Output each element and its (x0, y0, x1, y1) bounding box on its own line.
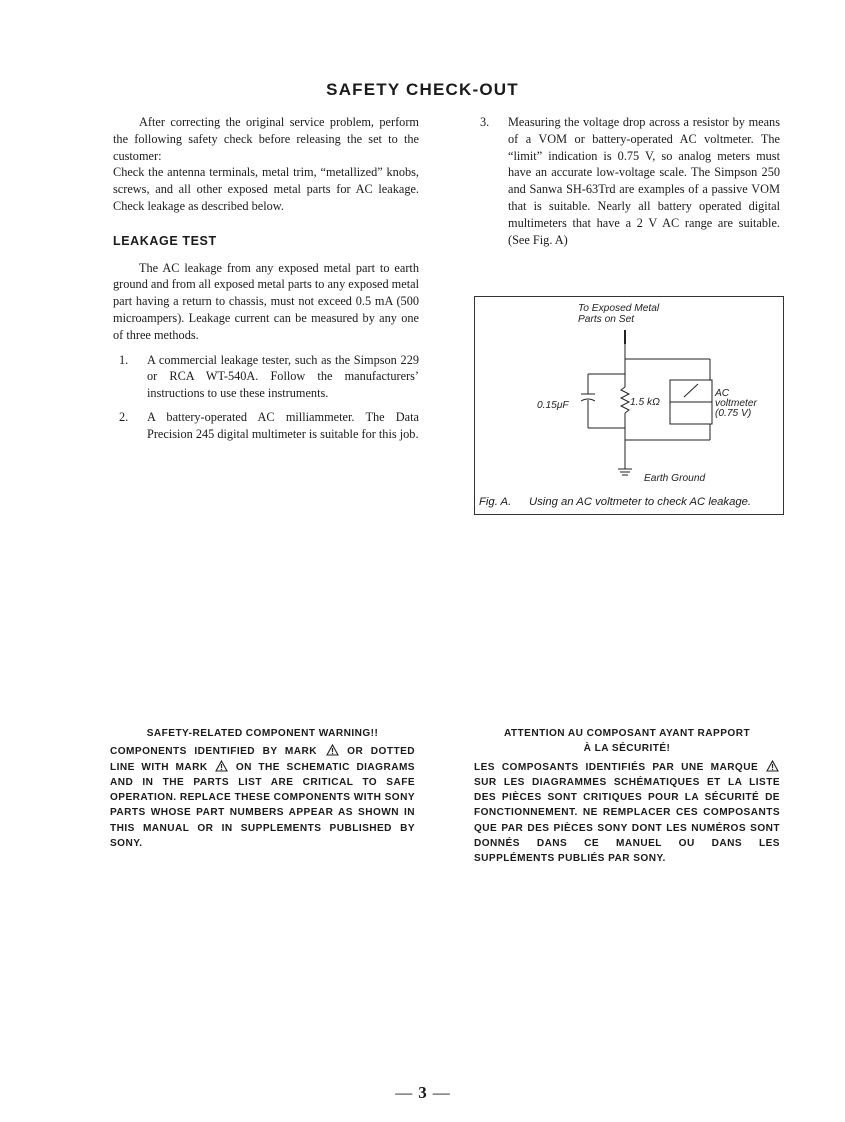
voltmeter-label-2: voltmeter (715, 398, 757, 409)
figure-label-top-1: To Exposed Metal (578, 303, 660, 314)
warning-body (110, 744, 415, 851)
resistor-label: 1.5 kΩ (630, 397, 660, 408)
page-dash-left: — (395, 1083, 413, 1102)
list-item (113, 409, 419, 443)
page-dash-right: — (432, 1083, 450, 1102)
warning-title-line-1: ATTENTION AU COMPOSANT AYANT RAPPORT (503, 728, 751, 739)
safety-warning-french (474, 726, 780, 867)
figure-caption (479, 496, 751, 508)
figure-caption-text: Using an AC voltmeter to check AC leakage. (529, 496, 752, 508)
earth-ground-label: Earth Ground (644, 473, 706, 484)
list-item-text: A battery-operated AC milliammeter. The Data Precision 245 digital multimeter is suitable for this job. (147, 409, 419, 441)
leakage-paragraph: The AC leakage from any exposed metal part to earth ground and from all exposed metal parts to any exposed metal part having a return to chassis, must not exceed 0.5 mA (500 microampers). Leakage current can be measured by any one of three methods. (113, 260, 419, 342)
list-item-text: Measuring the voltage drop across a resistor by means of a VOM or battery-operated AC voltmeter. The “limit” indication is 0.75 V, so analog meters must have an accurate low-voltage scale. The Simpson 250 and Sanwa SH-63Trd are examples of a passive VOM that is suitable. Nearly all battery operated digital multimeters that have a 2 V AC range are suitable. (See Fig. A) (508, 115, 780, 247)
right-column (480, 114, 780, 255)
warning-title-line-2: À LA SÉCURITÉ! (583, 743, 671, 755)
left-column (113, 114, 419, 450)
figure-a (474, 296, 784, 515)
intro-paragraph: After correcting the original service problem, perform the following safety check before releasing the set to the customer: (113, 115, 419, 163)
warning-text: SUR LES DIAGRAMMES SCHÉMATIQUES ET LA LISTE DES PIÈCES SONT CRITIQUES POUR LA SÉCURITÉ DE FONCTIONNEMENT. NE REMPLACER CES COMPOSANTS QUE PAR DES PIÈCES SONY DONT LES NUMÉROS SONT DONNÉS DANS CE MANUEL OU DANS LES SUPPLÉMENTS PUBLIÉS PAR SONY. (474, 776, 780, 865)
intro-check-paragraph: Check the antenna terminals, metal trim, “metallized” knobs, screws, and all other exposed metal parts for AC leakage. Check leakage as described below. (113, 165, 419, 213)
figure-label-top-2: Parts on Set (578, 314, 635, 325)
warning-title: SAFETY-RELATED COMPONENT WARNING!! (146, 728, 379, 739)
list-item (113, 352, 419, 402)
page-number-value: 3 (418, 1083, 427, 1102)
voltmeter-label-3: (0.75 V) (715, 408, 752, 419)
page-number (0, 1083, 845, 1103)
safety-warning-english (110, 726, 415, 851)
circuit-diagram (475, 297, 783, 514)
capacitor-label: 0.15μF (537, 400, 569, 411)
warning-text: OR DOTTED LINE WITH MARK (110, 746, 415, 773)
list-item (480, 114, 780, 248)
list-item-text: A commercial leakage tester, such as the Simpson 229 or RCA WT-540A. Follow the manufacturers’ instructions to use these instruments. (147, 352, 419, 401)
warning-text: ON THE SCHEMATIC DIAGRAMS AND IN THE PARTS LIST ARE CRITICAL TO SAFE OPERATION. REPLACE THESE COMPONENTS WITH SONY PARTS WHOSE PART NUMBERS APPEAR AS SHOWN IN THIS MANUAL OR IN SUPPLEMENTS PUBLISHED BY SONY. (110, 761, 415, 850)
list-item-number: 1. (119, 352, 129, 367)
warning-triangle-icon (326, 744, 339, 756)
warning-text: COMPONENTS IDENTIFIED BY MARK (110, 746, 317, 758)
leakage-test-heading: LEAKAGE TEST (113, 233, 217, 248)
page-title: SAFETY CHECK-OUT (326, 80, 519, 99)
warning-triangle-icon (215, 760, 228, 772)
list-item-number: 3. (480, 115, 490, 129)
warning-text: LES COMPOSANTS IDENTIFIÉS PAR UNE MARQUE (474, 761, 759, 773)
figure-number: Fig. A. (479, 496, 512, 508)
warning-triangle-icon (766, 760, 779, 772)
voltmeter-label-1: AC (715, 388, 730, 399)
warning-body (474, 760, 780, 867)
list-item-number: 2. (119, 409, 129, 424)
